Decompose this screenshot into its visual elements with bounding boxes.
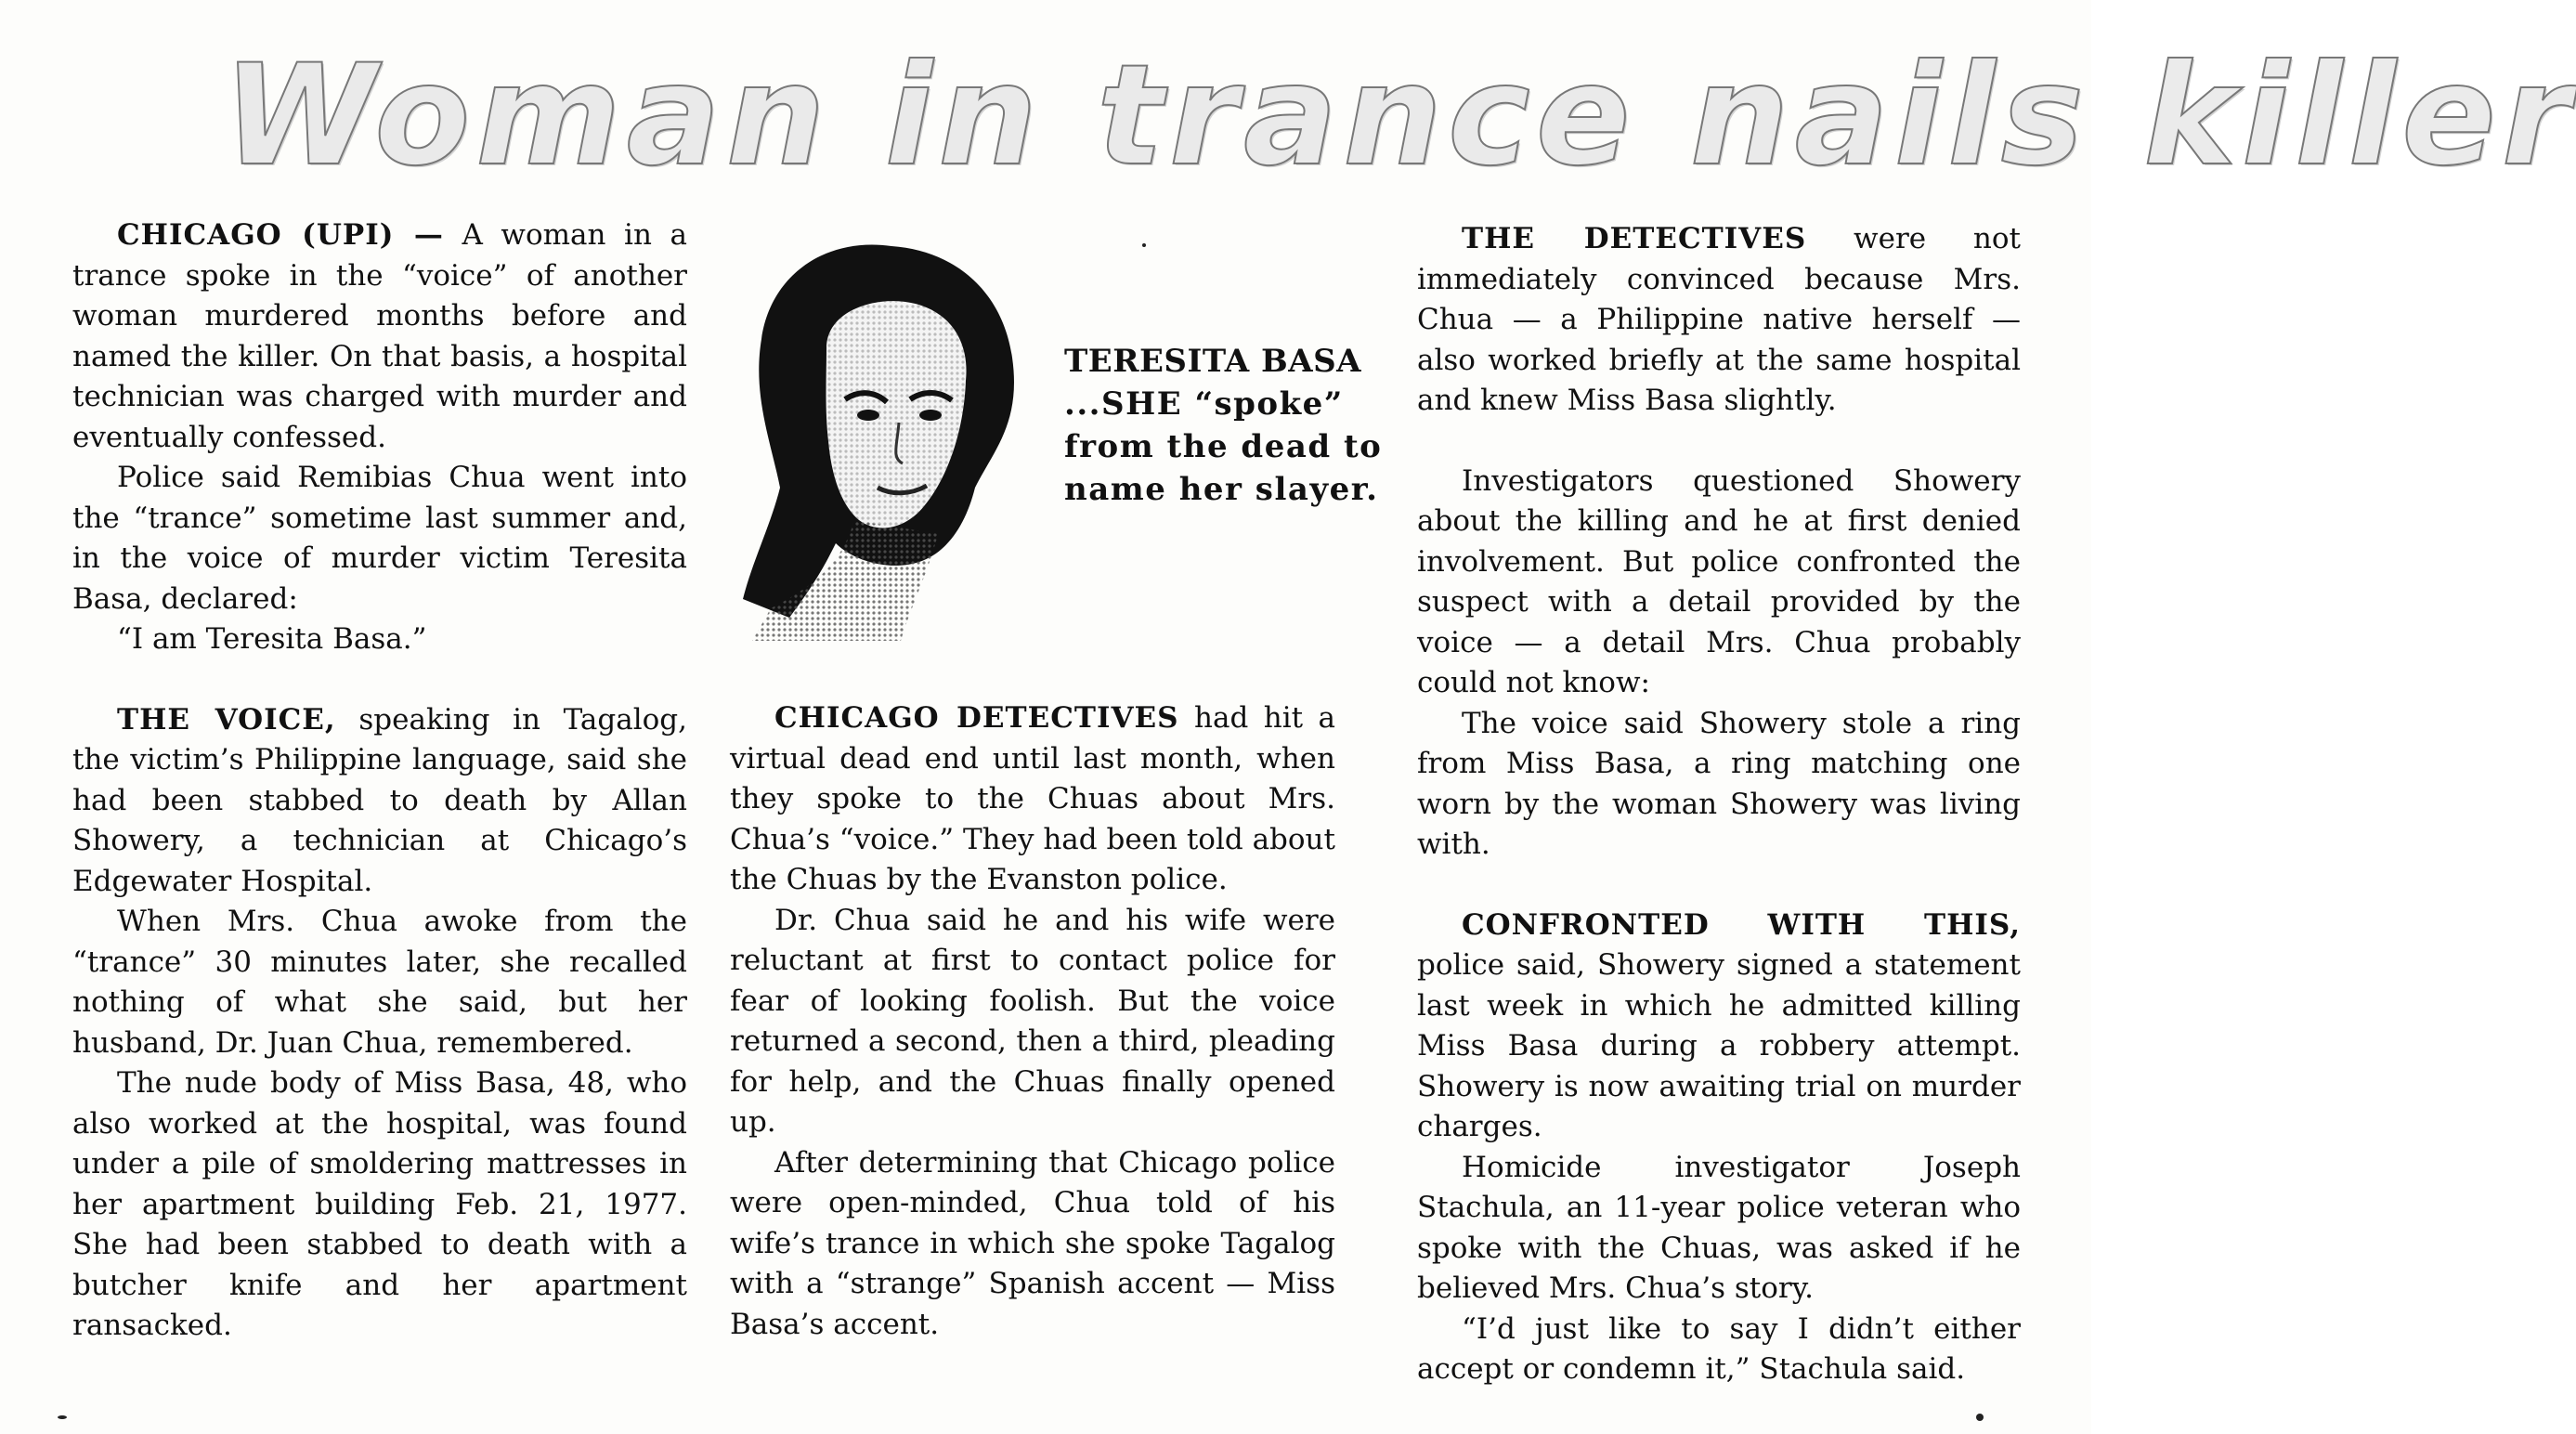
paragraph bbox=[730, 698, 1335, 901]
print-speck bbox=[58, 1415, 67, 1419]
portrait-photo bbox=[715, 209, 1059, 645]
paragraph-lead: THE VOICE, bbox=[117, 702, 336, 737]
paragraph bbox=[72, 902, 687, 1063]
paragraph-lead: THE DETECTIVES bbox=[1462, 222, 1807, 255]
caption-text: ...SHE “spoke” from the dead to name her slayer. bbox=[1064, 385, 1383, 508]
paragraph bbox=[72, 458, 687, 619]
paragraph bbox=[1417, 462, 2021, 704]
paragraph bbox=[1417, 906, 2021, 1148]
paragraph-text: When Mrs. Chua awoke from the “trance” 30 minutes later, she recalled nothing of what she said, but her husband, Dr. Juan Chua, remembered. bbox=[72, 905, 687, 1060]
paragraph-text: had hit a virtual dead end until last month, when they spoke to the Chuas about Mrs. Chua’s “voice.” They had been told about the Chuas by the Evanston police. bbox=[730, 701, 1335, 896]
paragraph-text: were not immediately convinced because Mrs. Chua — a Philippine native herself — also worked briefly at the same hospital and knew Miss Basa slightly. bbox=[1417, 222, 2021, 417]
paragraph-text: Police said Remibias Chua went into the “trance” sometime last summer and, in the voice of murder victim Teresita Basa, declared: bbox=[72, 461, 687, 616]
paragraph bbox=[1417, 1148, 2021, 1310]
paragraph-text: After determining that Chicago police were open-minded, Chua told of his wife’s trance in which she spoke Tagalog with a “strange” Spanish accent — Miss Basa’s accent. bbox=[730, 1145, 1335, 1341]
paragraph-lead: CONFRONTED WITH THIS, bbox=[1462, 907, 2021, 942]
paragraph bbox=[72, 215, 687, 458]
paragraph bbox=[1417, 219, 2021, 422]
paragraph-text: The nude body of Miss Basa, 48, who also worked at the hospital, was found under a pile of smoldering mattresses in her apartment building Feb. 21, 1977. She had been stabbed to death with a butcher knife and her apartment ransacked. bbox=[72, 1066, 687, 1342]
column-left bbox=[72, 215, 687, 1347]
column-middle bbox=[730, 698, 1335, 1345]
paragraph bbox=[1417, 704, 2021, 866]
paragraph-text: “I am Teresita Basa.” bbox=[117, 622, 427, 656]
print-speck bbox=[1142, 243, 1146, 247]
column-right bbox=[1417, 219, 2021, 1390]
photo-caption bbox=[1064, 340, 1389, 511]
paragraph bbox=[72, 619, 687, 660]
paragraph-text: Homicide investigator Joseph Stachula, an 11-year police veteran who spoke with the Chuas, was asked if he believed Mrs. Chua’s story. bbox=[1417, 1150, 2021, 1305]
paragraph-text: speaking in Tagalog, the victim’s Philippine language, said she had been stabbed to death by Allan Showery, a technician at Chicago’s Edgewater Hospital. bbox=[72, 702, 688, 898]
paragraph bbox=[730, 901, 1335, 1143]
caption-name: TERESITA BASA bbox=[1064, 343, 1362, 380]
paragraph bbox=[730, 1143, 1335, 1346]
paragraph-lead: CHICAGO (UPI) — bbox=[117, 218, 444, 252]
paragraph bbox=[72, 700, 687, 903]
paragraph-text: The voice said Showery stole a ring from Miss Basa, a ring matching one worn by the woman Showery was living with. bbox=[1417, 706, 2021, 861]
paragraph-text: Dr. Chua said he and his wife were reluctant at first to contact police for fear of looking foolish. But the voice returned a second, then a third, pleading for help, and the Chuas finally opened up. bbox=[730, 903, 1335, 1139]
paragraph-text: “I’d just like to say I didn’t either accept or condemn it,” Stachula said. bbox=[1417, 1311, 2021, 1386]
paragraph-lead: CHICAGO DETECTIVES bbox=[774, 701, 1179, 735]
paragraph-text: police said, Showery signed a statement last week in which he admitted killing Miss Basa during a robbery attempt. Showery is now awaiting trial on murder charges. bbox=[1417, 948, 2021, 1143]
print-speck bbox=[1976, 1414, 1984, 1421]
paragraph-text: A woman in a trance spoke in the “voice” of another woman murdered months before and named the killer. On that basis, a hospital technician was charged with murder and eventually confessed. bbox=[72, 218, 687, 454]
paragraph bbox=[1417, 1310, 2021, 1390]
paragraph-text: Investigators questioned Showery about the killing and he at first denied involvement. But police confronted the suspect with a detail provided by the voice — a detail Mrs. Chua probably could not know: bbox=[1417, 463, 2021, 699]
headline: Woman in trance nails killer bbox=[223, 35, 2576, 197]
paragraph bbox=[72, 1063, 687, 1347]
